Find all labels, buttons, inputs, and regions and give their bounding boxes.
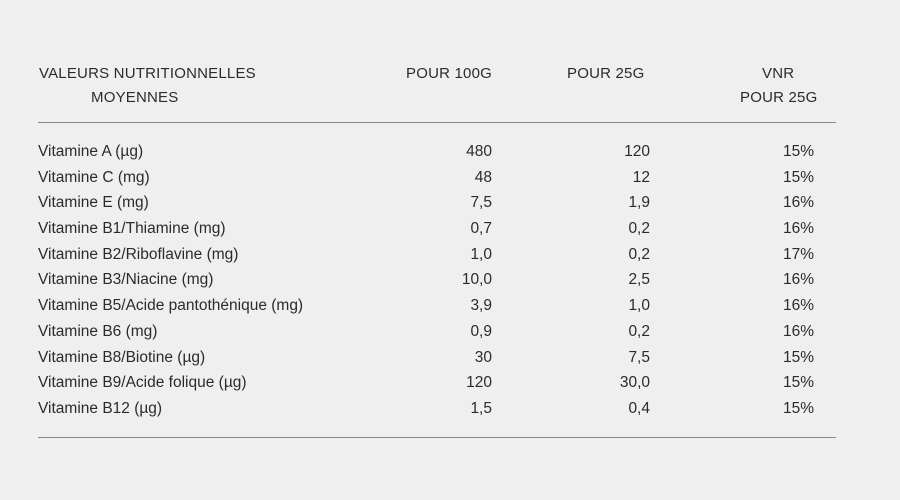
header-per-25g: POUR 25G [567, 65, 645, 82]
value-per-25g: 0,2 [628, 322, 650, 340]
value-per-100g: 3,9 [470, 297, 492, 315]
header-average: MOYENNES [91, 89, 179, 106]
table-row [38, 396, 836, 422]
value-per-100g: 1,5 [470, 399, 492, 417]
value-per-25g: 1,9 [628, 194, 650, 212]
value-per-100g: 30 [474, 348, 492, 366]
value-vnr: 16% [782, 271, 814, 289]
table-row [38, 370, 836, 396]
header-per-100g: POUR 100G [406, 65, 492, 82]
value-vnr: 15% [782, 348, 814, 366]
value-per-25g: 12 [632, 168, 650, 186]
value-vnr: 17% [782, 245, 814, 263]
table-row [38, 165, 836, 191]
table-row [38, 293, 836, 319]
value-per-100g: 48 [474, 168, 492, 186]
nutrient-name: Vitamine B1/Thiamine (mg) [38, 220, 226, 238]
value-per-25g: 0,2 [628, 245, 650, 263]
footer-divider [38, 437, 836, 438]
table-row [38, 190, 836, 216]
nutrient-name: Vitamine B3/Niacine (mg) [38, 271, 214, 289]
value-per-100g: 480 [466, 143, 492, 160]
value-per-100g: 0,7 [470, 220, 492, 238]
table-row [38, 242, 836, 268]
value-per-100g: 120 [466, 374, 492, 392]
value-vnr: 15% [782, 374, 814, 392]
value-per-25g: 0,2 [628, 220, 650, 238]
value-vnr: 15% [782, 399, 814, 417]
nutrient-name: Vitamine B9/Acide folique (µg) [38, 374, 247, 392]
value-vnr: 15% [782, 143, 814, 160]
value-vnr: 16% [782, 322, 814, 340]
value-per-25g: 120 [624, 143, 650, 160]
header-nutrition-values: VALEURS NUTRITIONNELLES [39, 65, 256, 82]
value-vnr: 15% [782, 168, 814, 186]
value-vnr: 16% [782, 194, 814, 212]
nutrient-name: Vitamine B2/Riboflavine (mg) [38, 245, 239, 263]
nutrient-name: Vitamine B5/Acide pantothénique (mg) [38, 297, 304, 315]
value-vnr: 16% [782, 297, 814, 315]
value-per-100g: 1,0 [470, 245, 492, 263]
table-body [38, 139, 836, 422]
value-per-25g: 7,5 [628, 348, 650, 366]
value-per-100g: 10,0 [461, 271, 492, 289]
value-vnr: 16% [782, 220, 814, 238]
nutrient-name: Vitamine C (mg) [38, 168, 150, 186]
table-row [38, 267, 836, 293]
table-row [38, 216, 836, 242]
header-divider [38, 122, 836, 123]
table-row [38, 345, 836, 371]
nutrient-name: Vitamine B8/Biotine (µg) [38, 348, 206, 366]
value-per-25g: 1,0 [628, 297, 650, 315]
table-row [38, 139, 836, 165]
nutrient-name: Vitamine B12 (µg) [38, 399, 163, 417]
value-per-25g: 30,0 [619, 374, 650, 392]
value-per-25g: 2,5 [628, 271, 650, 289]
header-vnr-per-25g: POUR 25G [740, 89, 818, 106]
value-per-25g: 0,4 [628, 399, 650, 417]
nutrient-name: Vitamine A (µg) [38, 143, 144, 160]
header-vnr: VNR [762, 65, 795, 82]
table-row [38, 319, 836, 345]
value-per-100g: 7,5 [470, 194, 492, 212]
nutrient-name: Vitamine B6 (mg) [38, 322, 158, 340]
nutrient-name: Vitamine E (mg) [38, 194, 149, 212]
value-per-100g: 0,9 [470, 322, 492, 340]
